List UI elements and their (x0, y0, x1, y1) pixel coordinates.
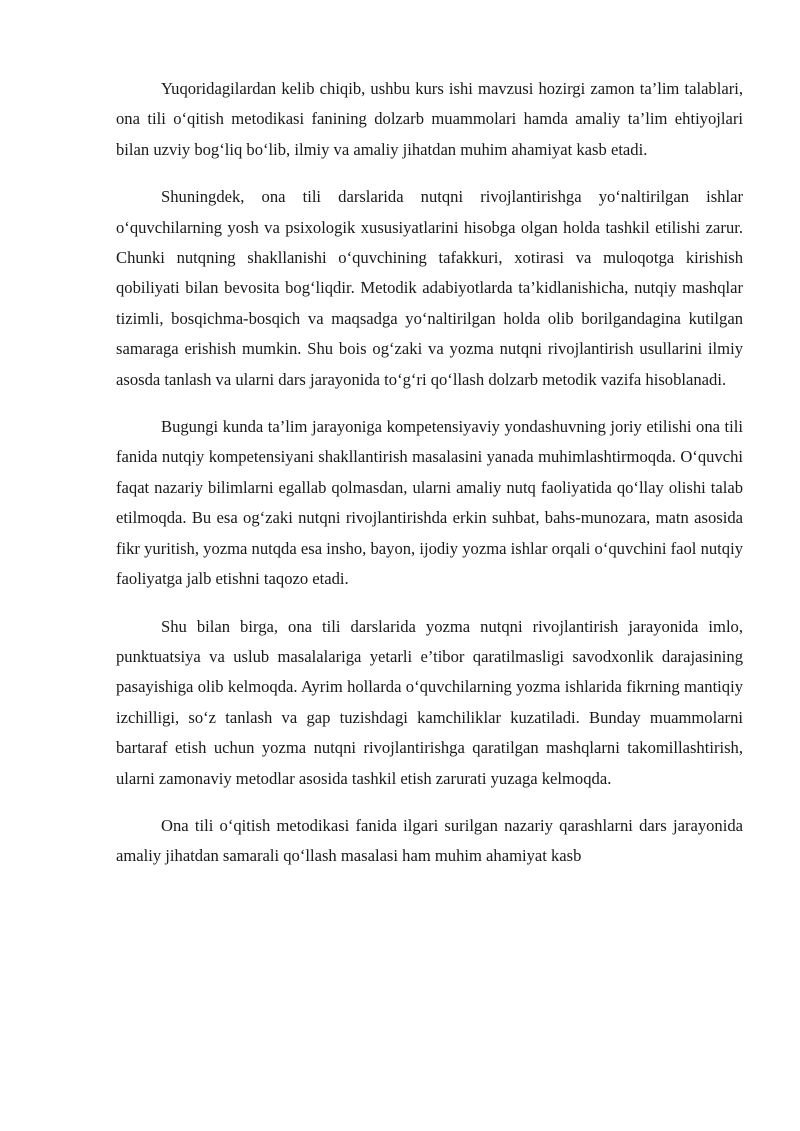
paragraph: Shuningdek, ona tili darslarida nutqni rivojlantirishga yo‘naltirilgan ishlar o‘quvchilarning yosh va psixologik xususiyatlarini hisobga olgan holda tashkil etilishi zarur. Chunki nutqning shakllanishi o‘quvchining tafakkuri, xotirasi va muloqotga kirishish qobiliyati bilan bevosita bog‘liqdir. Metodik adabiyotlarda ta’kidlanishicha, nutqiy mashqlar tizimli, bosqichma-bosqich va maqsadga yo‘naltirilgan holda olib borilgandagina kutilgan samaraga erishish mumkin. Shu bois og‘zaki va yozma nutqni rivojlantirish usullarini ilmiy asosda tanlash va ularni dars jarayonida to‘g‘ri qo‘llash dolzarb metodik vazifa hisoblanadi. (116, 187, 743, 389)
paragraph: Shu bilan birga, ona tili darslarida yozma nutqni rivojlantirish jarayonida imlo, punktuatsiya va uslub masalalariga yetarli e’tibor qaratilmasligi savodxonlik darajasining pasayishiga olib kelmoqda. Ayrim hollarda o‘quvchilarning yozma ishlarida fikrning mantiqiy izchilligi, so‘z tanlash va gap tuzishdagi kamchiliklar kuzatiladi. Bunday muammolarni bartaraf etish uchun yozma nutqni rivojlantirishga qaratilgan mashqlarni takomillashtirish, ularni zamonaviy metodlar asosida tashkil etish zarurati yuzaga kelmoqda. (116, 616, 743, 788)
document-body (116, 74, 743, 889)
paragraph: Bugungi kunda ta’lim jarayoniga kompetensiyaviy yondashuvning joriy etilishi ona tili fanida nutqiy kompetensiyani shakllantirish masalasini yanada muhimlashtirmoqda. O‘quvchi faqat nazariy bilimlarni egallab qolmasdan, ularni amaliy nutq faoliyatida qo‘llay olishi talab etilmoqda. Bu esa og‘zaki nutqni rivojlantirishda erkin suhbat, bahs-munozara, matn asosida fikr yuritish, yozma nutqda esa insho, bayon, ijodiy yozma ishlar orqali o‘quvchini faol nutqiy faoliyatga jalb etishni taqozo etadi. (116, 417, 743, 589)
paragraph: Ona tili o‘qitish metodikasi fanida ilgari surilgan nazariy qarashlarni dars jarayonida amaliy jihatdan samarali qo‘llash masalasi ham muhim ahamiyat kasb (116, 815, 743, 866)
paragraph: Yuqoridagilardan kelib chiqib, ushbu kurs ishi mavzusi hozirgi zamon ta’lim talablari, ona tili o‘qitish metodikasi fanining dolzarb muammolari hamda amaliy ta’lim ehtiyojlari bilan uzviy bog‘liq bo‘lib, ilmiy va amaliy jihatdan muhim ahamiyat kasb etadi. (116, 79, 743, 159)
